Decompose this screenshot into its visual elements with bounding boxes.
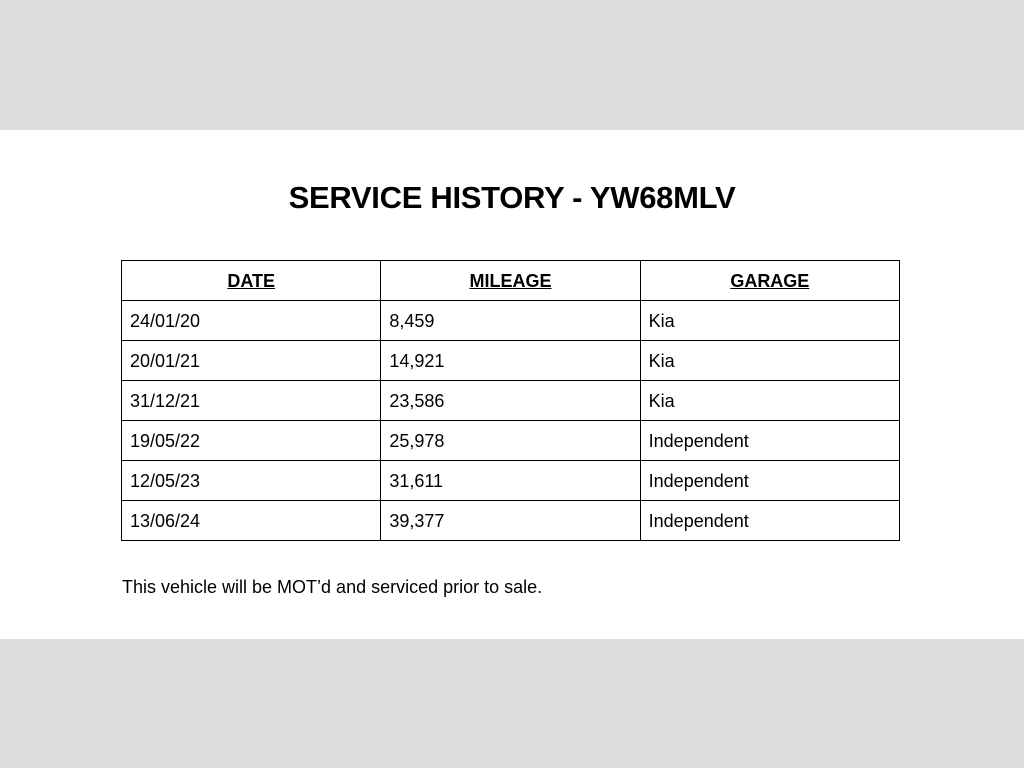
table-row: [122, 501, 900, 541]
table-row: [122, 421, 900, 461]
table-row: [122, 381, 900, 421]
cell-mileage: 8,459: [381, 301, 640, 341]
cell-garage: Kia: [640, 381, 899, 421]
document-page: [0, 130, 1024, 639]
cell-date: 20/01/21: [122, 341, 381, 381]
cell-mileage: 39,377: [381, 501, 640, 541]
cell-mileage: 14,921: [381, 341, 640, 381]
table-header-row: [122, 261, 900, 301]
cell-mileage: 31,611: [381, 461, 640, 501]
column-header-date: DATE: [122, 261, 381, 301]
table-row: [122, 301, 900, 341]
cell-garage: Independent: [640, 461, 899, 501]
service-history-table: [121, 260, 900, 541]
cell-garage: Kia: [640, 341, 899, 381]
page-title: SERVICE HISTORY - YW68MLV: [288, 180, 736, 215]
cell-date: 19/05/22: [122, 421, 381, 461]
cell-mileage: 25,978: [381, 421, 640, 461]
cell-date: 12/05/23: [122, 461, 381, 501]
cell-garage: Independent: [640, 501, 899, 541]
table-row: [122, 461, 900, 501]
cell-date: 13/06/24: [122, 501, 381, 541]
table-row: [122, 341, 900, 381]
cell-garage: Kia: [640, 301, 899, 341]
column-header-garage: GARAGE: [640, 261, 899, 301]
sale-note: This vehicle will be MOT’d and serviced prior to sale.: [122, 577, 543, 597]
column-header-mileage: MILEAGE: [381, 261, 640, 301]
cell-mileage: 23,586: [381, 381, 640, 421]
cell-date: 24/01/20: [122, 301, 381, 341]
cell-date: 31/12/21: [122, 381, 381, 421]
cell-garage: Independent: [640, 421, 899, 461]
